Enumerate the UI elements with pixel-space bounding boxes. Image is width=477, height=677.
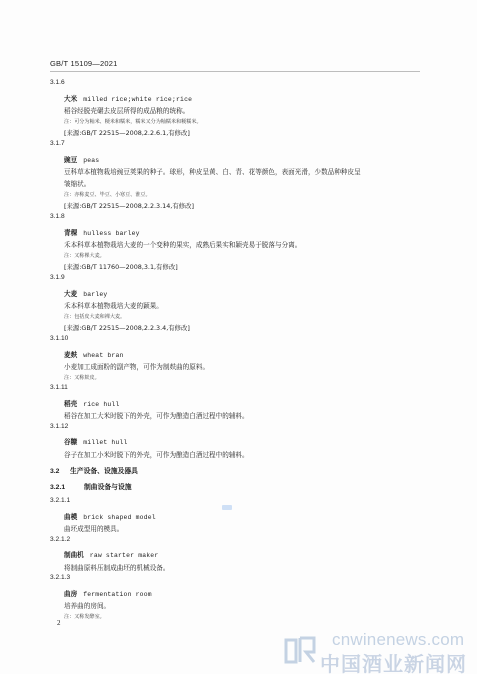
page-number: 2 [57, 619, 61, 627]
term-zh: 麦麸 [64, 350, 78, 359]
definition-text: 曲坯成型用的模具。 [64, 525, 124, 533]
term-zh: 大米 [64, 94, 78, 103]
definition-text: 小麦加工成面粉的副产物，可作为制麸曲的原料。 [64, 363, 210, 371]
header-rule [50, 71, 420, 72]
clause-number: 3.1.6 [50, 79, 65, 86]
clause-number: 3.2.1.2 [50, 535, 71, 543]
clause-number: 3.1.9 [50, 274, 65, 281]
term-en: fermentation room [83, 590, 152, 598]
term-zh: 制曲机 [64, 551, 84, 559]
note-text: 注：可分为籼米、粳米和糯米，糯米又分为籼糯米和粳糯米。 [64, 119, 202, 125]
term-en: millet hull [83, 439, 128, 446]
term-en: raw starter maker [89, 552, 159, 559]
note-text: 注：又称麸皮。 [64, 375, 100, 381]
term-heading [64, 288, 107, 298]
watermark-logo-icon [282, 632, 318, 668]
term-heading [64, 588, 152, 598]
term-en: rice hull [83, 400, 120, 408]
term-en: milled rice;white rice;rice [83, 95, 193, 103]
term-heading [64, 511, 156, 521]
clause-number: 3.1.11 [50, 384, 68, 391]
term-zh: 豌豆 [64, 155, 78, 164]
term-en: hulless barley [83, 229, 140, 237]
section-number: 3.2 [50, 468, 60, 475]
definition-text: 豆科草本植物栽培豌豆荚果的种子。球形，种皮呈黄、白、青、花等颜色，表面光滑，少数品种种皮呈 [64, 168, 361, 176]
note-text: 注：包括皮大麦和裸大麦。 [64, 314, 126, 320]
note-text: 注：又称发酵室。 [64, 614, 105, 620]
definition-text: 谷子在加工小米时脱下的外壳，可作为酿造白酒过程中的辅料。 [64, 450, 249, 459]
term-zh: 青稞 [64, 228, 78, 237]
term-heading [64, 436, 128, 446]
term-heading [64, 154, 99, 164]
watermark-site-name: 中国酒业新闻网 [320, 652, 467, 676]
source-reference: [来源:GB/T 22515—2008,2.2.6.1,有修改] [64, 128, 190, 137]
watermark-url: cnwinenews.com [332, 630, 465, 649]
definition-text: 稻谷在加工大米时脱下的外壳，可作为酿造白酒过程中的辅料。 [64, 412, 249, 420]
note-text: 注：又称裸大麦。 [64, 253, 105, 259]
clause-number: 3.1.7 [50, 140, 65, 147]
definition-text: 将制曲原料压制成曲坯的机械设备。 [64, 563, 170, 572]
term-heading [64, 227, 140, 237]
definition-text: 稻谷经脱壳碾去皮层所得的成品粮的统称。 [64, 107, 190, 115]
subsection-number: 3.2.1 [50, 484, 66, 491]
subsection-title: 制曲设备与设施 [84, 483, 132, 491]
term-heading [64, 549, 158, 559]
standard-number: GB/T 15109—2021 [50, 59, 118, 68]
clause-number: 3.1.12 [50, 422, 69, 430]
source-reference: [来源:GB/T 22515—2008,2.2.3.4,有修改] [64, 323, 190, 332]
term-heading [64, 349, 124, 359]
scan-artifact [222, 505, 232, 510]
section-heading [50, 465, 138, 475]
term-zh: 稻壳 [64, 399, 78, 408]
term-en: barley [83, 290, 108, 298]
clause-number: 3.1.10 [50, 335, 69, 342]
clause-number: 3.2.1.1 [50, 497, 71, 504]
section-title: 生产设备、设施及器具 [70, 467, 138, 475]
source-reference: [来源:GB/T 11760—2008,3.1,有修改] [64, 262, 178, 271]
term-zh: 曲模 [64, 512, 78, 521]
term-heading [64, 398, 120, 408]
term-en: wheat bran [83, 351, 124, 359]
clause-number: 3.1.8 [50, 213, 65, 220]
clause-number: 3.2.1.3 [50, 574, 71, 581]
subsection-heading [50, 481, 132, 491]
term-zh: 曲房 [64, 589, 78, 598]
source-reference: [来源:GB/T 22515—2008,2.2.3.14,有修改] [64, 201, 194, 210]
term-heading [64, 93, 192, 103]
definition-text: 培养曲的房间。 [64, 602, 111, 610]
term-zh: 谷糠 [64, 438, 78, 446]
note-text: 注：亦称麦豆、毕豆、小寒豆、淮豆。 [64, 192, 151, 198]
term-zh: 大麦 [64, 289, 78, 298]
definition-text: 禾本科草本植物栽培大麦的一个变种的果实，成熟后果实和颖壳易于脱落与分离。 [64, 241, 302, 249]
term-en: brick shaped model [83, 513, 156, 521]
term-en: peas [83, 156, 100, 164]
definition-text: 皱缩状。 [64, 180, 91, 188]
definition-text: 禾本科草本植物栽培大麦的颖果。 [64, 302, 163, 310]
